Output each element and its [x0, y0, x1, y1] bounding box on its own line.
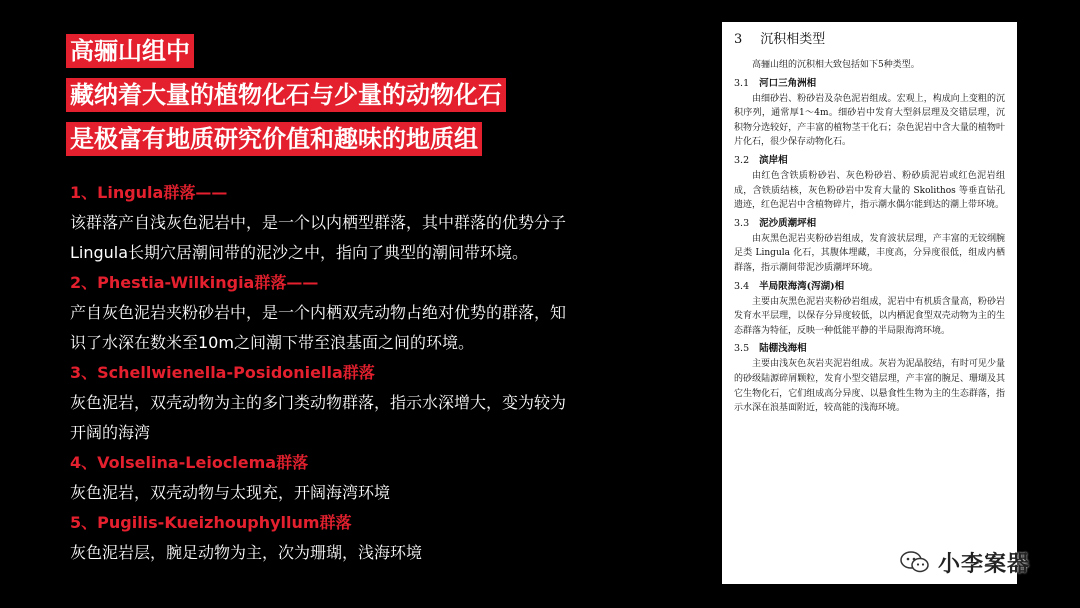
- community-heading: 3、Schellwienella-Posidoniella群落: [70, 363, 375, 382]
- doc-section-number: 3: [734, 32, 743, 47]
- community-desc-line: Lingula长期穴居潮间带的泥沙之中，指向了典型的潮间带环境。: [70, 243, 529, 262]
- community-desc-line: 产自灰色泥岩夹粉砂岩中，是一个内栖双壳动物占绝对优势的群落，知: [70, 303, 567, 322]
- doc-subsection-title: 3.1 河口三角洲相: [734, 77, 817, 89]
- community-desc-line: 灰色泥岩层，腕足动物为主，次为珊瑚，浅海环境: [70, 543, 423, 562]
- doc-subsection-title: 3.3 泥沙质潮坪相: [734, 217, 817, 229]
- community-item: [70, 508, 645, 568]
- community-desc-line: 开阔的海湾: [70, 423, 151, 442]
- community-desc-line: 该群落产自浅灰色泥岩中，是一个以内栖型群落，其中群落的优势分子: [70, 213, 567, 232]
- community-heading: 1、Lingula群落——: [70, 183, 228, 202]
- doc-paragraph: 主要由浅灰色灰岩夹泥岩组成。灰岩为泥晶胶结，有时可见少量的砂级陆源碎屑颗粒，发育小型交错层理，产丰富的腕足、珊瑚及其它生物化石，它们组成高分异度、以悬食性生物为主的生态群落，指示水深在浪基面附近，较高能的浅海环境。: [734, 359, 1005, 414]
- doc-section-heading: [734, 30, 1005, 50]
- community-item: [70, 358, 645, 448]
- community-heading: 5、Pugilis-Kueizhouphyllum群落: [70, 513, 352, 532]
- doc-paragraph: 由红色含铁质粉砂岩、灰色粉砂岩、粉砂质泥岩或红色泥岩组成，含铁质结核，灰色粉砂岩中发育大量的 Skolithos 等垂直钻孔遗迹，红色泥岩中含植物碎片，指示潮水偶尔能到达的潮上带环境。: [734, 170, 1005, 211]
- community-desc-line: 灰色泥岩，双壳动物为主的多门类动物群落，指示水深增大，变为较为: [70, 393, 567, 412]
- doc-paragraph: 由细砂岩、粉砂岩及杂色泥岩组成。宏观上，构成向上变粗的沉积序列，通常厚1～4m。细砂岩中发育大型斜层理及交错层理，沉积物分选较好，产丰富的植物茎干化石；杂色泥岩中含大量的植物叶片化石，很少保存动物化石。: [734, 93, 1005, 148]
- slide-title: [66, 34, 506, 166]
- community-item: [70, 178, 645, 268]
- watermark: [900, 544, 1050, 580]
- doc-paragraph: 由灰黑色泥岩夹粉砂岩组成，发育波状层理，产丰富的无铰纲腕足类 Lingula 化石，其腹体埋藏，丰度高，分异度很低，组成内栖群落，指示潮间带泥沙质潮坪环境。: [734, 233, 1005, 273]
- doc-paragraph: 主要由灰黑色泥岩夹粉砂岩组成，泥岩中有机质含量高，粉砂岩发育水平层理，以保存分异度较低，以内栖泥食型双壳动物为主的生态群落为特征，反映一种低能平静的半局限海湾环境。: [734, 296, 1005, 336]
- scanned-document: [722, 22, 1017, 584]
- community-desc-line: 识了水深在数米至10m之间潮下带至浪基面之间的环境。: [70, 333, 474, 352]
- community-item: [70, 448, 645, 508]
- doc-section-title: 沉积相类型: [760, 32, 826, 47]
- community-heading: 4、Volselina-Leioclema群落: [70, 453, 309, 472]
- community-heading: 2、Phestia-Wilkingia群落——: [70, 273, 319, 292]
- community-list: [70, 178, 645, 568]
- wechat-icon: [900, 550, 930, 574]
- watermark-text: 小李案器: [938, 551, 1031, 577]
- doc-subsection-title: 3.2 滨岸相: [734, 154, 788, 166]
- community-desc-line: 灰色泥岩，双壳动物与太现充，开阔海湾环境: [70, 483, 391, 502]
- doc-subsection-title: 3.5 陆棚浅海相: [734, 343, 807, 355]
- title-line-2: 藏纳着大量的植物化石与少量的动物化石: [66, 78, 506, 112]
- community-item: [70, 268, 645, 358]
- title-line-1: 高骊山组中: [66, 34, 194, 68]
- doc-intro: 高骊山组的沉积相大致包括如下5种类型。: [752, 60, 920, 70]
- doc-subsection-title: 3.4 半局限海湾(泻湖)相: [734, 280, 845, 292]
- title-line-3: 是极富有地质研究价值和趣味的地质组: [66, 122, 482, 156]
